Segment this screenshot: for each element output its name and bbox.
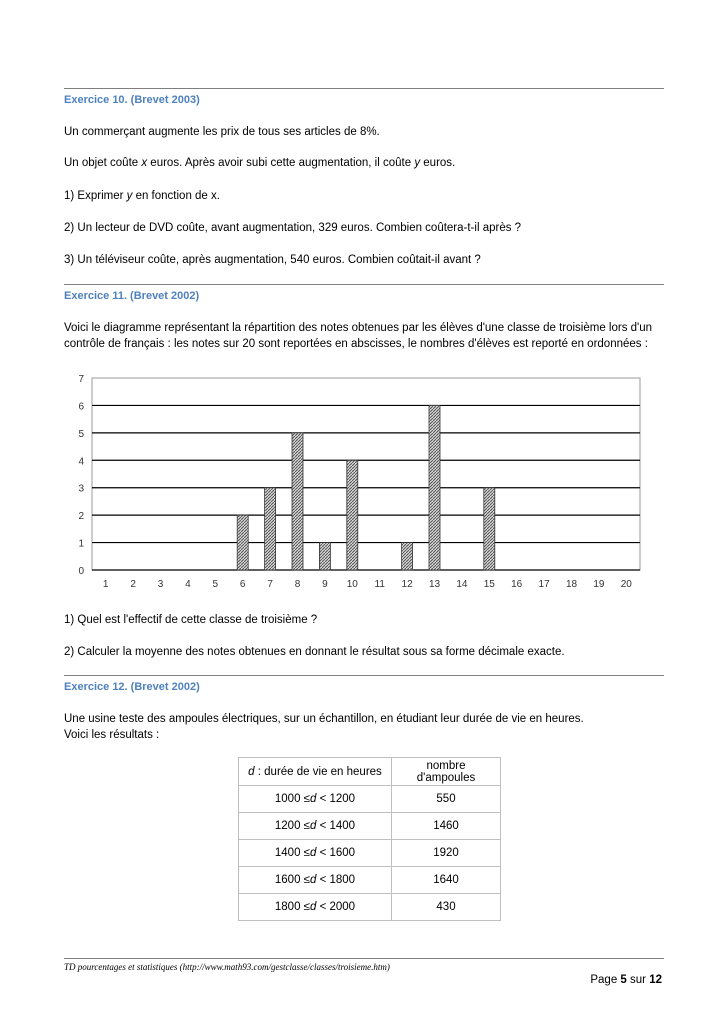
ex11-question-1: 1) Quel est l'effectif de cette classe de troisième ? (64, 614, 318, 626)
divider (64, 88, 664, 89)
ex12-intro-line-2: Voici les résultats : (64, 729, 160, 741)
x-tick-label: 11 (374, 579, 385, 590)
y-tick-label: 6 (78, 401, 84, 413)
exercise-11-title: Exercice 11. (Brevet 2002) (64, 290, 200, 302)
x-tick-label: 7 (267, 579, 273, 590)
divider (64, 284, 664, 285)
table-row (239, 894, 501, 921)
x-tick-label: 19 (593, 579, 605, 590)
exercise-10-title: Exercice 10. (Brevet 2003) (64, 94, 200, 106)
y-tick-label: 0 (78, 566, 84, 577)
table-row (239, 867, 501, 894)
header-duration: d : durée de vie en heures (239, 758, 392, 786)
x-tick-label: 15 (483, 579, 495, 590)
duration-cell: 1600 ≤d < 1800 (239, 867, 392, 894)
table-row (239, 813, 501, 840)
bar-10 (347, 460, 358, 570)
footer-text: TD pourcentages et statistiques (http://www.math93.com/gestclasse/classes/troisieme.htm) (64, 962, 390, 972)
x-tick-label: 13 (428, 579, 441, 590)
count-cell: 1920 (392, 840, 501, 867)
x-tick-label: 14 (456, 579, 468, 590)
header-count: nombre d'ampoules (392, 758, 501, 786)
table-row (239, 786, 501, 813)
bar-15 (484, 488, 495, 570)
ex11-question-2: 2) Calculer la moyenne des notes obtenues en donnant le résultat sous sa forme décimale exacte. (64, 646, 565, 658)
table-row (239, 840, 501, 867)
ex12-intro-line-1: Une usine teste des ampoules électriques, sur un échantillon, en étudiant leur durée de vie en heures. (64, 713, 584, 725)
y-tick-label: 4 (78, 456, 84, 468)
duration-cell: 1200 ≤d < 1400 (239, 813, 392, 840)
x-tick-label: 18 (565, 579, 578, 590)
table-header-row (239, 758, 501, 786)
x-tick-label: 3 (157, 579, 164, 590)
footer-divider (64, 958, 664, 959)
x-tick-label: 2 (130, 579, 136, 590)
bar-9 (319, 543, 330, 570)
x-tick-label: 9 (322, 579, 328, 590)
ex11-intro-line-1: Voici le diagramme représentant la répartition des notes obtenues par les élèves d'une classe de troisième lors d'un (64, 322, 653, 334)
results-table (238, 757, 501, 921)
page-number: Page 5 sur 12 (590, 974, 662, 986)
x-tick-label: 12 (401, 579, 413, 590)
ex10-question-3: 3) Un téléviseur coûte, après augmentation, 540 euros. Combien coûtait-il avant ? (64, 254, 481, 266)
exercise-12-title: Exercice 12. (Brevet 2002) (64, 681, 200, 693)
divider (64, 675, 664, 676)
count-cell: 550 (392, 786, 501, 813)
x-tick-label: 1 (102, 579, 109, 590)
y-tick-label: 7 (78, 374, 84, 385)
ex10-paragraph-2: Un objet coûte x euros. Après avoir subi cette augmentation, il coûte y euros. (64, 157, 456, 169)
bar-13 (429, 405, 440, 570)
duration-cell: 1800 ≤d < 2000 (239, 894, 392, 921)
y-tick-label: 5 (78, 428, 84, 440)
bar-12 (402, 543, 413, 570)
x-tick-label: 6 (239, 579, 246, 590)
x-tick-label: 4 (185, 579, 191, 590)
x-tick-label: 10 (346, 579, 358, 590)
duration-cell: 1400 ≤d < 1600 (239, 840, 392, 867)
bar-7 (265, 488, 276, 570)
ex11-intro-line-2: contrôle de français : les notes sur 20 sont reportées en abscisses, le nombres d'élèves est reporté en ordonnées : (64, 338, 648, 350)
y-tick-label: 2 (78, 511, 84, 523)
count-cell: 1640 (392, 867, 501, 894)
count-cell: 430 (392, 894, 501, 921)
x-tick-label: 5 (212, 579, 219, 590)
ex10-question-1: 1) Exprimer y en fonction de x. (64, 190, 220, 202)
count-cell: 1460 (392, 813, 501, 840)
y-tick-label: 1 (78, 538, 84, 550)
bar-6 (237, 515, 248, 570)
x-tick-label: 17 (538, 579, 550, 590)
duration-cell: 1000 ≤d < 1200 (239, 786, 392, 813)
ex10-question-2: 2) Un lecteur de DVD coûte, avant augmentation, 329 euros. Combien coûtera-t-il après ? (64, 222, 522, 234)
y-tick-label: 3 (78, 483, 84, 495)
bar-8 (292, 433, 303, 570)
x-tick-label: 20 (620, 579, 632, 590)
plot-area (92, 378, 640, 570)
ex10-paragraph-1: Un commerçant augmente les prix de tous ses articles de 8%. (64, 126, 380, 138)
grade-bar-chart (64, 370, 654, 595)
x-tick-label: 16 (511, 579, 523, 590)
x-tick-label: 8 (294, 579, 301, 590)
